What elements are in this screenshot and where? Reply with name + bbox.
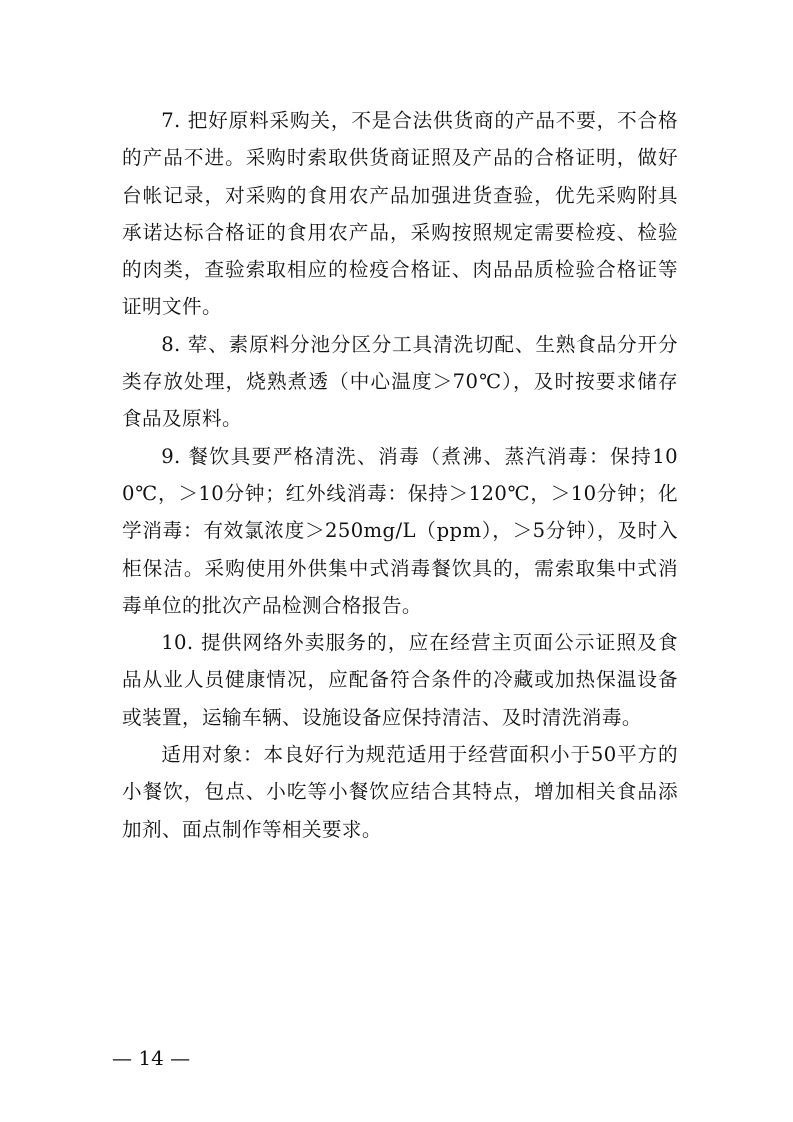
paragraph-item-8: 8. 荤、素原料分池分区分工具清洗切配、生熟食品分开分类存放处理，烧熟煮透（中心温度＞70℃），及时按要求储存食品及原料。 — [122, 332, 678, 431]
paragraph-scope: 适用对象：本良好行为规范适用于经营面积小于50平方的小餐饮，包点、小吃等小餐饮应结合其特点，增加相关食品添加剂、面点制作等相关要求。 — [122, 743, 678, 841]
paragraph-item-9: 9. 餐饮具要严格清洗、消毒（煮沸、蒸汽消毒：保持100℃，＞10分钟；红外线消毒：保持＞120℃，＞10分钟；化学消毒：有效氯浓度＞250mg/L（ppm），＞5分钟），及时入柜保洁。采购使用外供集中式消毒餐饮具的，需索取集中式消毒单位的批次产品检测合格报告。 — [122, 444, 678, 617]
page-number: — 14 — — [112, 1046, 191, 1070]
paragraph-item-10: 10. 提供网络外卖服务的，应在经营主页面公示证照及食品从业人员健康情况，应配备符合条件的冷藏或加热保温设备或装置，运输车辆、设施设备应保持清洁、及时清洗消毒。 — [122, 631, 678, 729]
paragraph-item-7: 7. 把好原料采购关，不是合法供货商的产品不要，不合格的产品不进。采购时索取供货商证照及产品的合格证明，做好台帐记录，对采购的食用农产品加强进货查验，优先采购附具承诺达标合格证的食用农产品，采购按照规定需要检疫、检验的肉类，查验索取相应的检疫合格证、肉品品质检验合格证等证明文件。 — [122, 109, 678, 319]
document-body — [122, 102, 678, 848]
